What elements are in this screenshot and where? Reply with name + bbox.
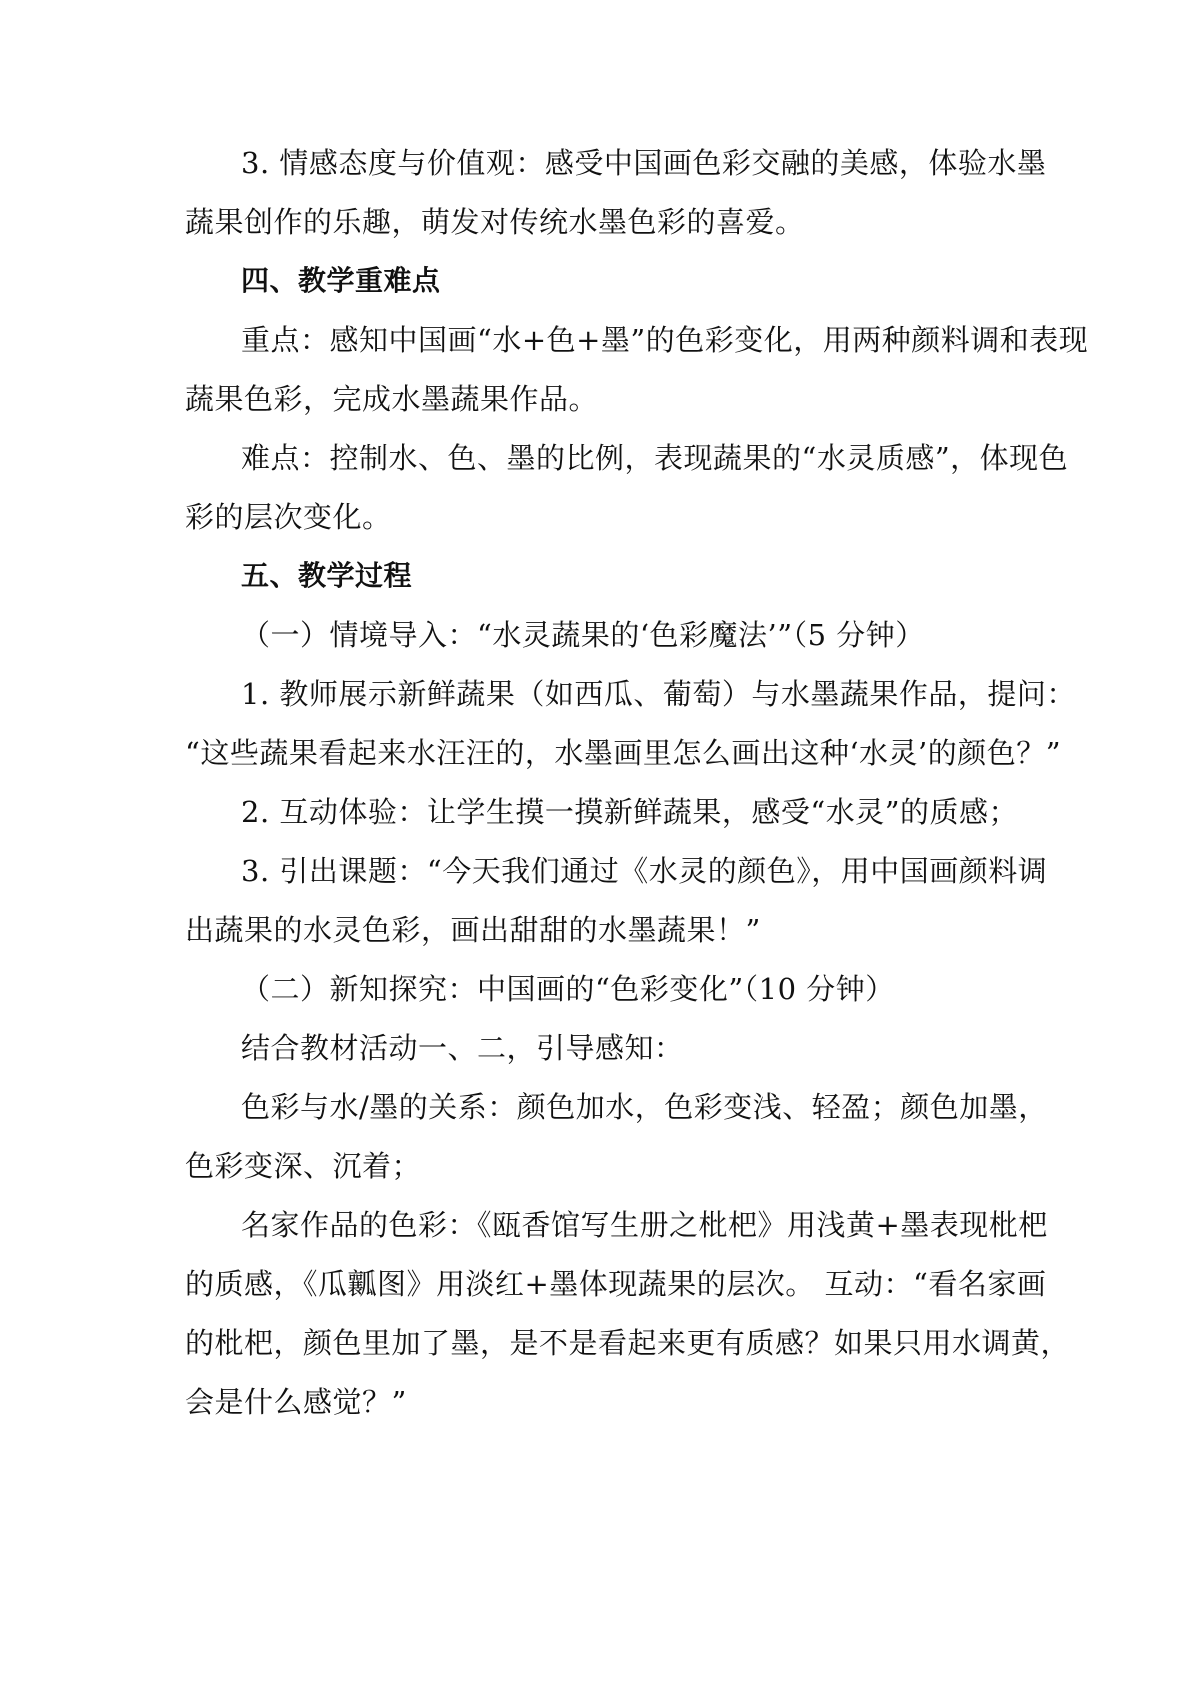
master-works-line-1: 名家作品的色彩：《瓯香馆写生册之枇杷》用浅黄+墨表现枇杷 <box>241 1208 1048 1242</box>
intro-step-2: 2. 互动体验：让学生摸一摸新鲜蔬果，感受“水灵”的质感； <box>241 795 1019 829</box>
master-works-line-3: 的枇杷，颜色里加了墨，是不是看起来更有质感？如果只用水调黄， <box>185 1326 1071 1360</box>
key-point-line-1: 重点：感知中国画“水+色+墨”的色彩变化，用两种颜料调和表现 <box>241 323 1089 357</box>
subsection-heading-explore: （二）新知探究：中国画的“色彩变化”（10 分钟） <box>241 972 895 1006</box>
master-works-line-2: 的质感，《瓜瓤图》用淡红+墨体现蔬果的层次。 互动：“看名家画 <box>185 1267 1047 1301</box>
explore-intro: 结合教材活动一、二，引导感知： <box>241 1031 684 1065</box>
intro-step-1-line-1: 1. 教师展示新鲜蔬果（如西瓜、葡萄）与水墨蔬果作品，提问： <box>241 677 1076 711</box>
objective-3-line-2: 蔬果创作的乐趣，萌发对传统水墨色彩的喜爱。 <box>185 205 805 239</box>
intro-step-3-line-2: 出蔬果的水灵色彩，画出甜甜的水墨蔬果！” <box>185 913 761 947</box>
intro-step-1-line-2: “这些蔬果看起来水汪汪的，水墨画里怎么画出这种‘水灵’的颜色？” <box>185 736 1062 770</box>
difficulty-line-1: 难点：控制水、色、墨的比例，表现蔬果的“水灵质感”，体现色 <box>241 441 1069 475</box>
objective-3-line-1: 3. 情感态度与价值观：感受中国画色彩交融的美感，体验水墨 <box>241 146 1047 180</box>
color-water-ink-line-2: 色彩变深、沉着； <box>185 1149 422 1183</box>
difficulty-line-2: 彩的层次变化。 <box>185 500 392 534</box>
section-heading-key-points: 四、教学重难点 <box>241 264 441 297</box>
key-point-line-2: 蔬果色彩，完成水墨蔬果作品。 <box>185 382 599 416</box>
master-works-line-4: 会是什么感觉？” <box>185 1385 407 1419</box>
subsection-heading-intro: （一）情境导入：“水灵蔬果的‘色彩魔法’”（5 分钟） <box>241 618 925 652</box>
color-water-ink-line-1: 色彩与水/墨的关系：颜色加水，色彩变浅、轻盈；颜色加墨， <box>241 1090 1048 1124</box>
section-heading-process: 五、教学过程 <box>241 559 413 592</box>
intro-step-3-line-1: 3. 引出课题：“今天我们通过《水灵的颜色》，用中国画颜料调 <box>241 854 1048 888</box>
